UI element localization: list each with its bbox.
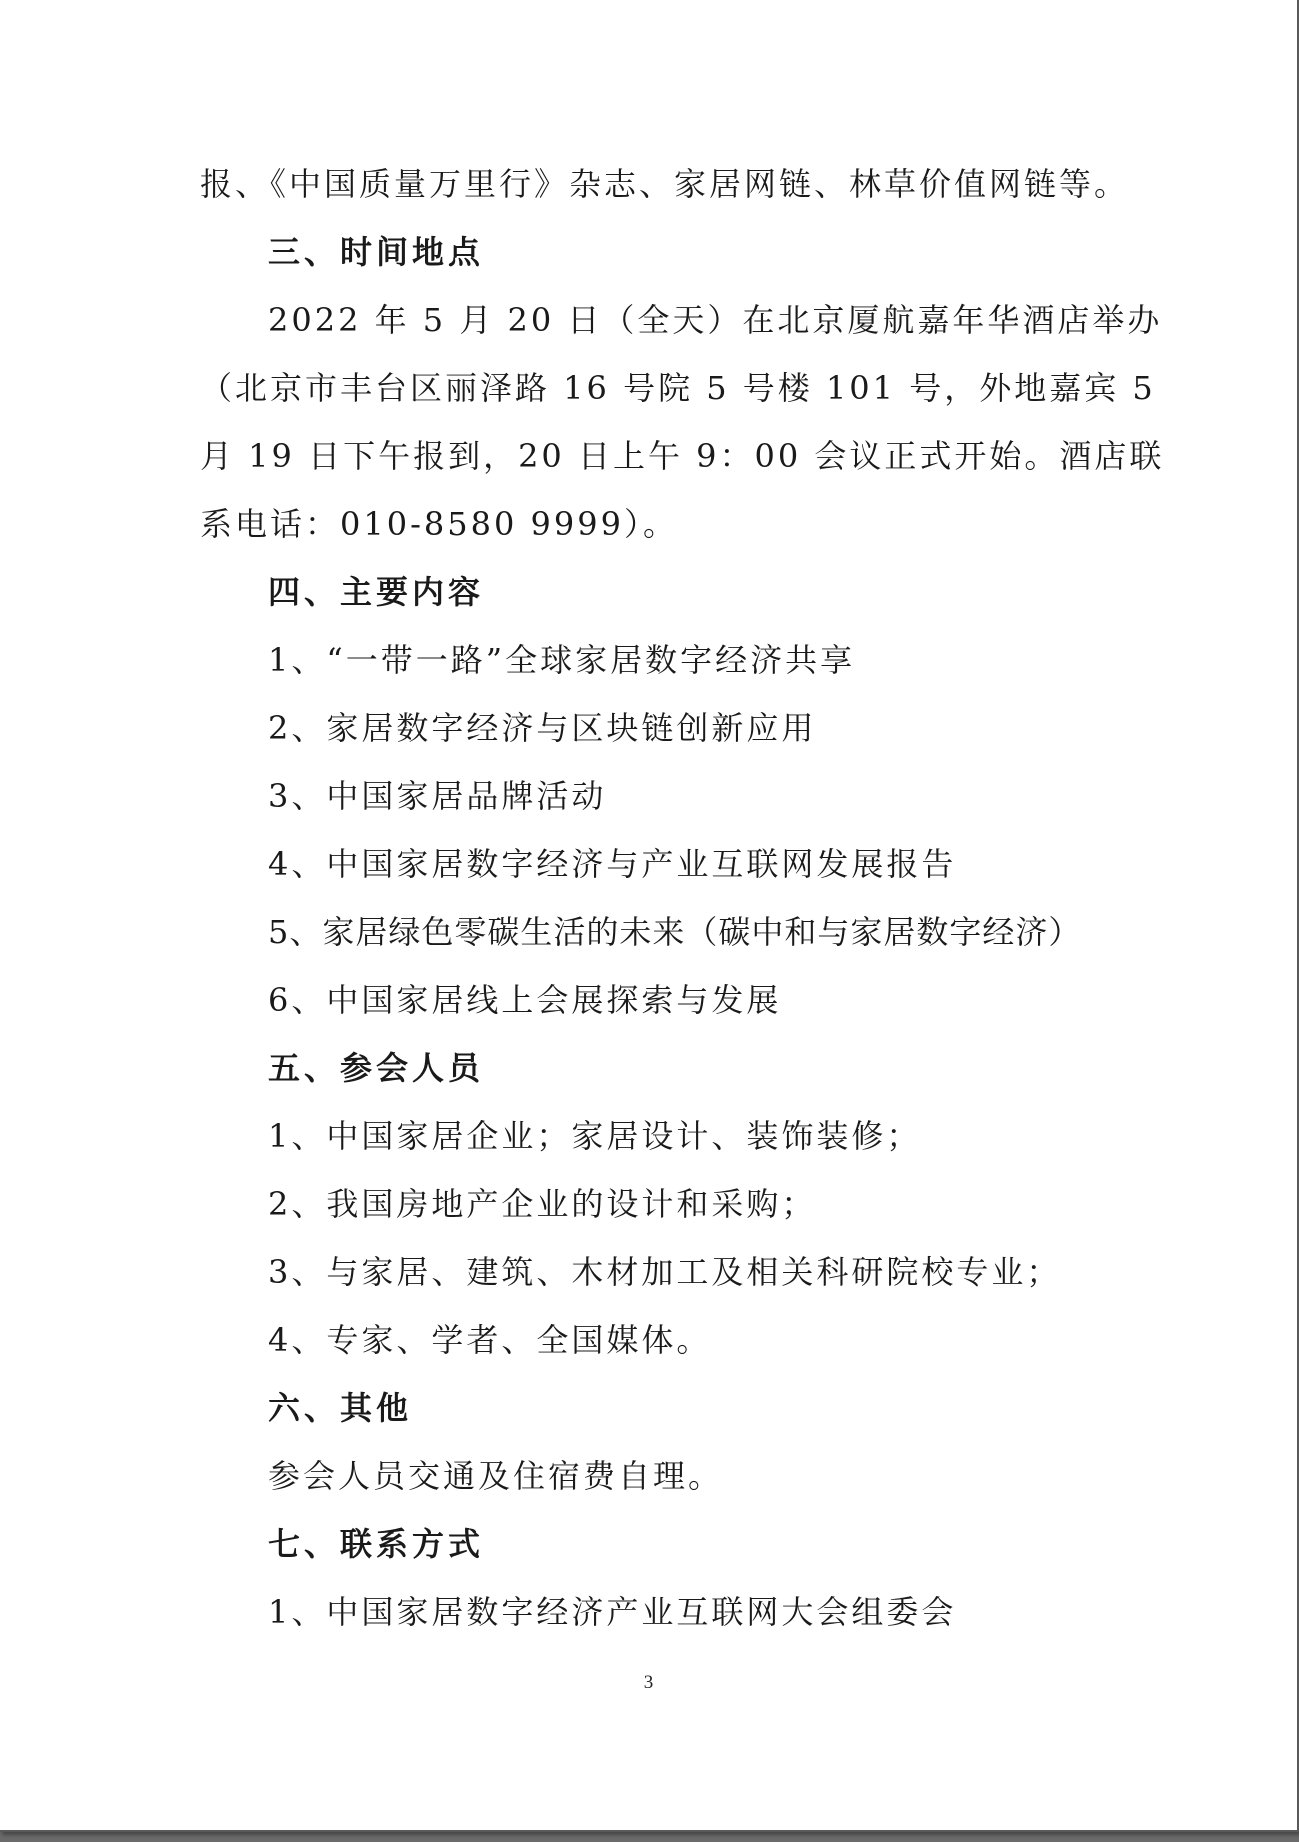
paragraph-line: 2022 年 5 月 20 日（全天）在北京厦航嘉年华酒店举办 bbox=[268, 301, 1163, 339]
section-heading-contact: 七、联系方式 bbox=[268, 1525, 485, 1563]
list-item: 1、中国家居数字经济产业互联网大会组委会 bbox=[268, 1593, 957, 1631]
paragraph-line: 参会人员交通及住宿费自理。 bbox=[268, 1457, 724, 1495]
paragraph-line: （北京市丰台区丽泽路 16 号院 5 号楼 101 号，外地嘉宾 5 bbox=[200, 369, 1156, 407]
section-heading-participants: 五、参会人员 bbox=[268, 1049, 485, 1087]
list-item: 4、专家、学者、全国媒体。 bbox=[268, 1321, 712, 1359]
section-heading-main-content: 四、主要内容 bbox=[268, 573, 485, 611]
list-item: 3、中国家居品牌活动 bbox=[268, 777, 607, 815]
list-item: 2、家居数字经济与区块链创新应用 bbox=[268, 709, 817, 747]
page-number: 3 bbox=[643, 1672, 654, 1693]
list-item: 3、与家居、建筑、木材加工及相关科研院校专业； bbox=[268, 1253, 1062, 1291]
list-item: 5、家居绿色零碳生活的未来（碳中和与家居数字经济） bbox=[268, 913, 1082, 951]
list-item: 6、中国家居线上会展探索与发展 bbox=[268, 981, 782, 1019]
paragraph-line: 系电话：010-8580 9999）。 bbox=[200, 505, 678, 543]
list-item: 1、中国家居企业；家居设计、装饰装修； bbox=[268, 1117, 922, 1155]
paragraph-line: 报、《中国质量万里行》杂志、家居网链、林草价值网链等。 bbox=[200, 165, 1130, 203]
list-item: 4、中国家居数字经济与产业互联网发展报告 bbox=[268, 845, 957, 883]
list-item: 2、我国房地产企业的设计和采购； bbox=[268, 1185, 817, 1223]
list-item: 1、“一带一路”全球家居数字经济共享 bbox=[268, 641, 856, 679]
paragraph-line: 月 19 日下午报到，20 日上午 9：00 会议正式开始。酒店联 bbox=[200, 437, 1165, 475]
section-heading-other: 六、其他 bbox=[268, 1389, 413, 1427]
section-heading-time-place: 三、时间地点 bbox=[268, 233, 485, 271]
